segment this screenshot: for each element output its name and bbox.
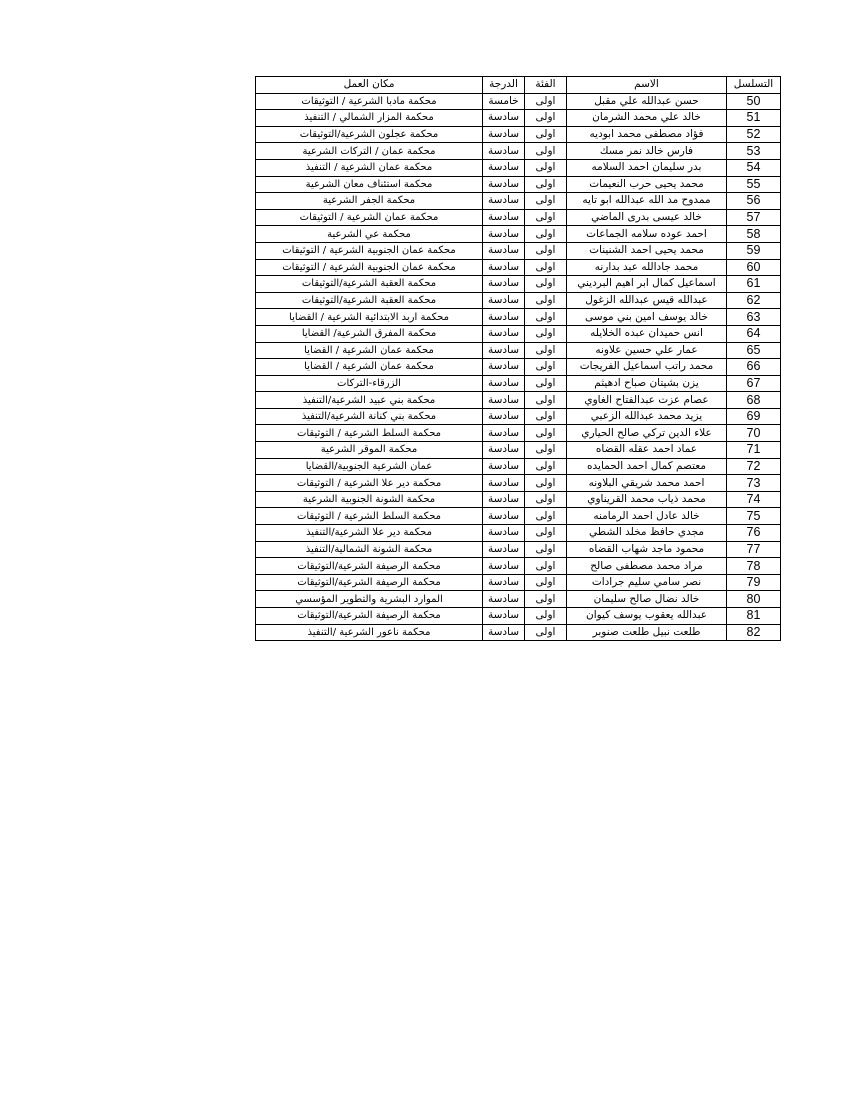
name-cell: خالد عيسى بدرى الماضي: [567, 209, 727, 226]
header-row: [256, 77, 781, 94]
category-cell: اولى: [525, 425, 567, 442]
category-cell: اولى: [525, 226, 567, 243]
grade-cell: سادسة: [483, 442, 525, 459]
grade-cell: سادسة: [483, 425, 525, 442]
table-row: [256, 242, 781, 259]
grade-cell: سادسة: [483, 126, 525, 143]
table-row: [256, 425, 781, 442]
grade-cell: سادسة: [483, 574, 525, 591]
name-cell: مراد محمد مصطفى صالح: [567, 558, 727, 575]
table-row: [256, 508, 781, 525]
name-cell: محمد ذياب محمد القريناوي: [567, 491, 727, 508]
name-cell: مجدي حافظ مخلد الشطي: [567, 525, 727, 542]
serial-cell: 60: [727, 259, 781, 276]
grade-cell: سادسة: [483, 458, 525, 475]
category-cell: اولى: [525, 126, 567, 143]
header-serial: التسلسل: [727, 77, 781, 94]
category-cell: اولى: [525, 342, 567, 359]
grade-cell: سادسة: [483, 558, 525, 575]
serial-cell: 66: [727, 359, 781, 376]
name-cell: يزن بشيتان صباح ادهيثم: [567, 375, 727, 392]
grade-cell: سادسة: [483, 342, 525, 359]
name-cell: اسماعيل كمال ابر اهيم البرديني: [567, 276, 727, 293]
serial-cell: 58: [727, 226, 781, 243]
table-row: [256, 325, 781, 342]
table-row: [256, 292, 781, 309]
category-cell: اولى: [525, 325, 567, 342]
grade-cell: سادسة: [483, 110, 525, 127]
workplace-cell: الزرقاء-التركات: [256, 375, 483, 392]
name-cell: خالد نضال صالح سليمان: [567, 591, 727, 608]
category-cell: اولى: [525, 458, 567, 475]
table-row: [256, 342, 781, 359]
table-row: [256, 359, 781, 376]
serial-cell: 64: [727, 325, 781, 342]
category-cell: اولى: [525, 359, 567, 376]
grade-cell: سادسة: [483, 359, 525, 376]
grade-cell: سادسة: [483, 176, 525, 193]
category-cell: اولى: [525, 508, 567, 525]
workplace-cell: محكمة عي الشرعية: [256, 226, 483, 243]
name-cell: احمد عوده سلامه الجماعات: [567, 226, 727, 243]
grade-cell: سادسة: [483, 292, 525, 309]
grade-cell: سادسة: [483, 226, 525, 243]
serial-cell: 68: [727, 392, 781, 409]
workplace-cell: محكمة العقبة الشرعية/التوثيقات: [256, 276, 483, 293]
serial-cell: 67: [727, 375, 781, 392]
table-row: [256, 392, 781, 409]
workplace-cell: محكمة الموقر الشرعية: [256, 442, 483, 459]
grade-cell: سادسة: [483, 276, 525, 293]
serial-cell: 81: [727, 608, 781, 625]
serial-cell: 78: [727, 558, 781, 575]
category-cell: اولى: [525, 209, 567, 226]
table-row: [256, 126, 781, 143]
table-row: [256, 143, 781, 160]
name-cell: علاء الدين تركي صالح الحياري: [567, 425, 727, 442]
workplace-cell: محكمة ناعور الشرعية /التنفيذ: [256, 624, 483, 641]
workplace-cell: محكمة عمان الجنوبية الشرعية / التوثيقات: [256, 259, 483, 276]
name-cell: محمد يحيى احمد الشنينات: [567, 242, 727, 259]
workplace-cell: محكمة اربد الابتدائية الشرعية / القضايا: [256, 309, 483, 326]
name-cell: محمد جادالله عبد بدارنه: [567, 259, 727, 276]
grade-cell: سادسة: [483, 525, 525, 542]
grade-cell: سادسة: [483, 491, 525, 508]
table-row: [256, 574, 781, 591]
workplace-cell: محكمة دير علا الشرعية/التنفيذ: [256, 525, 483, 542]
table-row: [256, 276, 781, 293]
name-cell: عمار علي حسين علاونه: [567, 342, 727, 359]
serial-cell: 70: [727, 425, 781, 442]
table-row: [256, 110, 781, 127]
serial-cell: 69: [727, 408, 781, 425]
category-cell: اولى: [525, 159, 567, 176]
name-cell: يزيد محمد عبدالله الزعبي: [567, 408, 727, 425]
header-name: الاسم: [567, 77, 727, 94]
grade-cell: سادسة: [483, 508, 525, 525]
workplace-cell: محكمة المفرق الشرعية/ القضايا: [256, 325, 483, 342]
serial-cell: 71: [727, 442, 781, 459]
table-row: [256, 442, 781, 459]
name-cell: طلعت نبيل طلعت صنوبر: [567, 624, 727, 641]
workplace-cell: محكمة العقبة الشرعية/التوثيقات: [256, 292, 483, 309]
name-cell: محمود ماجد شهاب القضاه: [567, 541, 727, 558]
name-cell: حسن عبدالله علي مقبل: [567, 93, 727, 110]
name-cell: خالد علي محمد الشرمان: [567, 110, 727, 127]
table-row: [256, 458, 781, 475]
grade-cell: سادسة: [483, 475, 525, 492]
category-cell: اولى: [525, 242, 567, 259]
serial-cell: 52: [727, 126, 781, 143]
grade-cell: سادسة: [483, 309, 525, 326]
table-row: [256, 491, 781, 508]
table-row: [256, 209, 781, 226]
grade-cell: سادسة: [483, 259, 525, 276]
serial-cell: 75: [727, 508, 781, 525]
workplace-cell: محكمة الجفر الشرعية: [256, 193, 483, 210]
workplace-cell: محكمة الرصيفة الشرعية/التوثيقات: [256, 558, 483, 575]
serial-cell: 76: [727, 525, 781, 542]
serial-cell: 74: [727, 491, 781, 508]
category-cell: اولى: [525, 475, 567, 492]
serial-cell: 63: [727, 309, 781, 326]
name-cell: عصام عزت عبدالفتاح الغاوي: [567, 392, 727, 409]
table-body: [256, 93, 781, 641]
name-cell: عبدالله قيس عبدالله الزغول: [567, 292, 727, 309]
workplace-cell: محكمة السلط الشرعية / التوثيقات: [256, 508, 483, 525]
serial-cell: 72: [727, 458, 781, 475]
workplace-cell: محكمة الرصيفة الشرعية/التوثيقات: [256, 574, 483, 591]
name-cell: فارس خالد نمر مسك: [567, 143, 727, 160]
serial-cell: 57: [727, 209, 781, 226]
header-grade: الدرجة: [483, 77, 525, 94]
workplace-cell: محكمة استئناف معان الشرعية: [256, 176, 483, 193]
table-row: [256, 475, 781, 492]
name-cell: خالد عادل احمد الرمامنه: [567, 508, 727, 525]
grade-cell: سادسة: [483, 193, 525, 210]
workplace-cell: محكمة دير علا الشرعية / التوثيقات: [256, 475, 483, 492]
table-row: [256, 375, 781, 392]
grade-cell: سادسة: [483, 541, 525, 558]
serial-cell: 73: [727, 475, 781, 492]
workplace-cell: محكمة مادبا الشرعية / التوثيقات: [256, 93, 483, 110]
workplace-cell: محكمة بني كنانة الشرعية/التنفيذ: [256, 408, 483, 425]
table-row: [256, 93, 781, 110]
table-row: [256, 259, 781, 276]
table-row: [256, 525, 781, 542]
category-cell: اولى: [525, 442, 567, 459]
category-cell: اولى: [525, 176, 567, 193]
category-cell: اولى: [525, 491, 567, 508]
category-cell: اولى: [525, 93, 567, 110]
workplace-cell: محكمة الشونة الشمالية/التنفيذ: [256, 541, 483, 558]
workplace-cell: محكمة الرصيفة الشرعية/التوثيقات: [256, 608, 483, 625]
name-cell: عماد احمد عقله القضاه: [567, 442, 727, 459]
workplace-cell: محكمة عمان الشرعية / التوثيقات: [256, 209, 483, 226]
category-cell: اولى: [525, 574, 567, 591]
workplace-cell: محكمة عمان الشرعية / القضايا: [256, 342, 483, 359]
serial-cell: 77: [727, 541, 781, 558]
grade-cell: سادسة: [483, 159, 525, 176]
table-row: [256, 408, 781, 425]
category-cell: اولى: [525, 375, 567, 392]
category-cell: اولى: [525, 143, 567, 160]
grade-cell: سادسة: [483, 392, 525, 409]
name-cell: بدر سليمان احمد السلامه: [567, 159, 727, 176]
category-cell: اولى: [525, 276, 567, 293]
grade-cell: خامسة: [483, 93, 525, 110]
header-workplace: مكان العمل: [256, 77, 483, 94]
grade-cell: سادسة: [483, 242, 525, 259]
grade-cell: سادسة: [483, 591, 525, 608]
workplace-cell: محكمة عمان / التركات الشرعية: [256, 143, 483, 160]
serial-cell: 79: [727, 574, 781, 591]
serial-cell: 80: [727, 591, 781, 608]
category-cell: اولى: [525, 558, 567, 575]
category-cell: اولى: [525, 259, 567, 276]
grade-cell: سادسة: [483, 624, 525, 641]
name-cell: معتصم كمال احمد الحمايده: [567, 458, 727, 475]
grade-cell: سادسة: [483, 325, 525, 342]
grade-cell: سادسة: [483, 209, 525, 226]
category-cell: اولى: [525, 591, 567, 608]
category-cell: اولى: [525, 392, 567, 409]
serial-cell: 61: [727, 276, 781, 293]
workplace-cell: محكمة عمان الجنوبية الشرعية / التوثيقات: [256, 242, 483, 259]
table-row: [256, 226, 781, 243]
name-cell: احمد محمد شريقي البلاونه: [567, 475, 727, 492]
serial-cell: 82: [727, 624, 781, 641]
serial-cell: 50: [727, 93, 781, 110]
table-row: [256, 176, 781, 193]
serial-cell: 53: [727, 143, 781, 160]
table-row: [256, 624, 781, 641]
serial-cell: 56: [727, 193, 781, 210]
category-cell: اولى: [525, 292, 567, 309]
workplace-cell: الموارد البشرية والتطوير المؤسسي: [256, 591, 483, 608]
header-category: الفئة: [525, 77, 567, 94]
name-cell: خالد يوسف امين بني موسى: [567, 309, 727, 326]
category-cell: اولى: [525, 110, 567, 127]
workplace-cell: محكمة بني عبيد الشرعية/التنفيذ: [256, 392, 483, 409]
category-cell: اولى: [525, 608, 567, 625]
workplace-cell: محكمة السلط الشرعية / التوثيقات: [256, 425, 483, 442]
workplace-cell: محكمة الشونة الجنوبية الشرعية: [256, 491, 483, 508]
category-cell: اولى: [525, 525, 567, 542]
grade-cell: سادسة: [483, 608, 525, 625]
name-cell: فؤاد مصطفى محمد ابوديه: [567, 126, 727, 143]
serial-cell: 51: [727, 110, 781, 127]
category-cell: اولى: [525, 193, 567, 210]
workplace-cell: محكمة المزار الشمالي / التنفيذ: [256, 110, 483, 127]
name-cell: نصر سامي سليم جرادات: [567, 574, 727, 591]
name-cell: عبدالله يعقوب يوسف كيوان: [567, 608, 727, 625]
workplace-cell: محكمة عمان الشرعية / التنفيذ: [256, 159, 483, 176]
name-cell: محمد راتب اسماعيل الفريجات: [567, 359, 727, 376]
table-row: [256, 159, 781, 176]
serial-cell: 59: [727, 242, 781, 259]
category-cell: اولى: [525, 309, 567, 326]
table-row: [256, 591, 781, 608]
grade-cell: سادسة: [483, 143, 525, 160]
table-row: [256, 541, 781, 558]
grade-cell: سادسة: [483, 375, 525, 392]
table-row: [256, 608, 781, 625]
category-cell: اولى: [525, 541, 567, 558]
grade-cell: سادسة: [483, 408, 525, 425]
table-row: [256, 558, 781, 575]
category-cell: اولى: [525, 624, 567, 641]
serial-cell: 65: [727, 342, 781, 359]
serial-cell: 62: [727, 292, 781, 309]
workplace-cell: محكمة عجلون الشرعية/التوثيقات: [256, 126, 483, 143]
workplace-cell: محكمة عمان الشرعية / القضايا: [256, 359, 483, 376]
category-cell: اولى: [525, 408, 567, 425]
serial-cell: 55: [727, 176, 781, 193]
name-cell: انس حميدان عبده الخلايله: [567, 325, 727, 342]
employees-table: [255, 76, 781, 641]
table-row: [256, 309, 781, 326]
workplace-cell: عمان الشرعية الجنوبية/القضايا: [256, 458, 483, 475]
table-row: [256, 193, 781, 210]
name-cell: محمد يحيى حرب النعيمات: [567, 176, 727, 193]
serial-cell: 54: [727, 159, 781, 176]
name-cell: ممدوح مد الله عبدالله ابو تايه: [567, 193, 727, 210]
